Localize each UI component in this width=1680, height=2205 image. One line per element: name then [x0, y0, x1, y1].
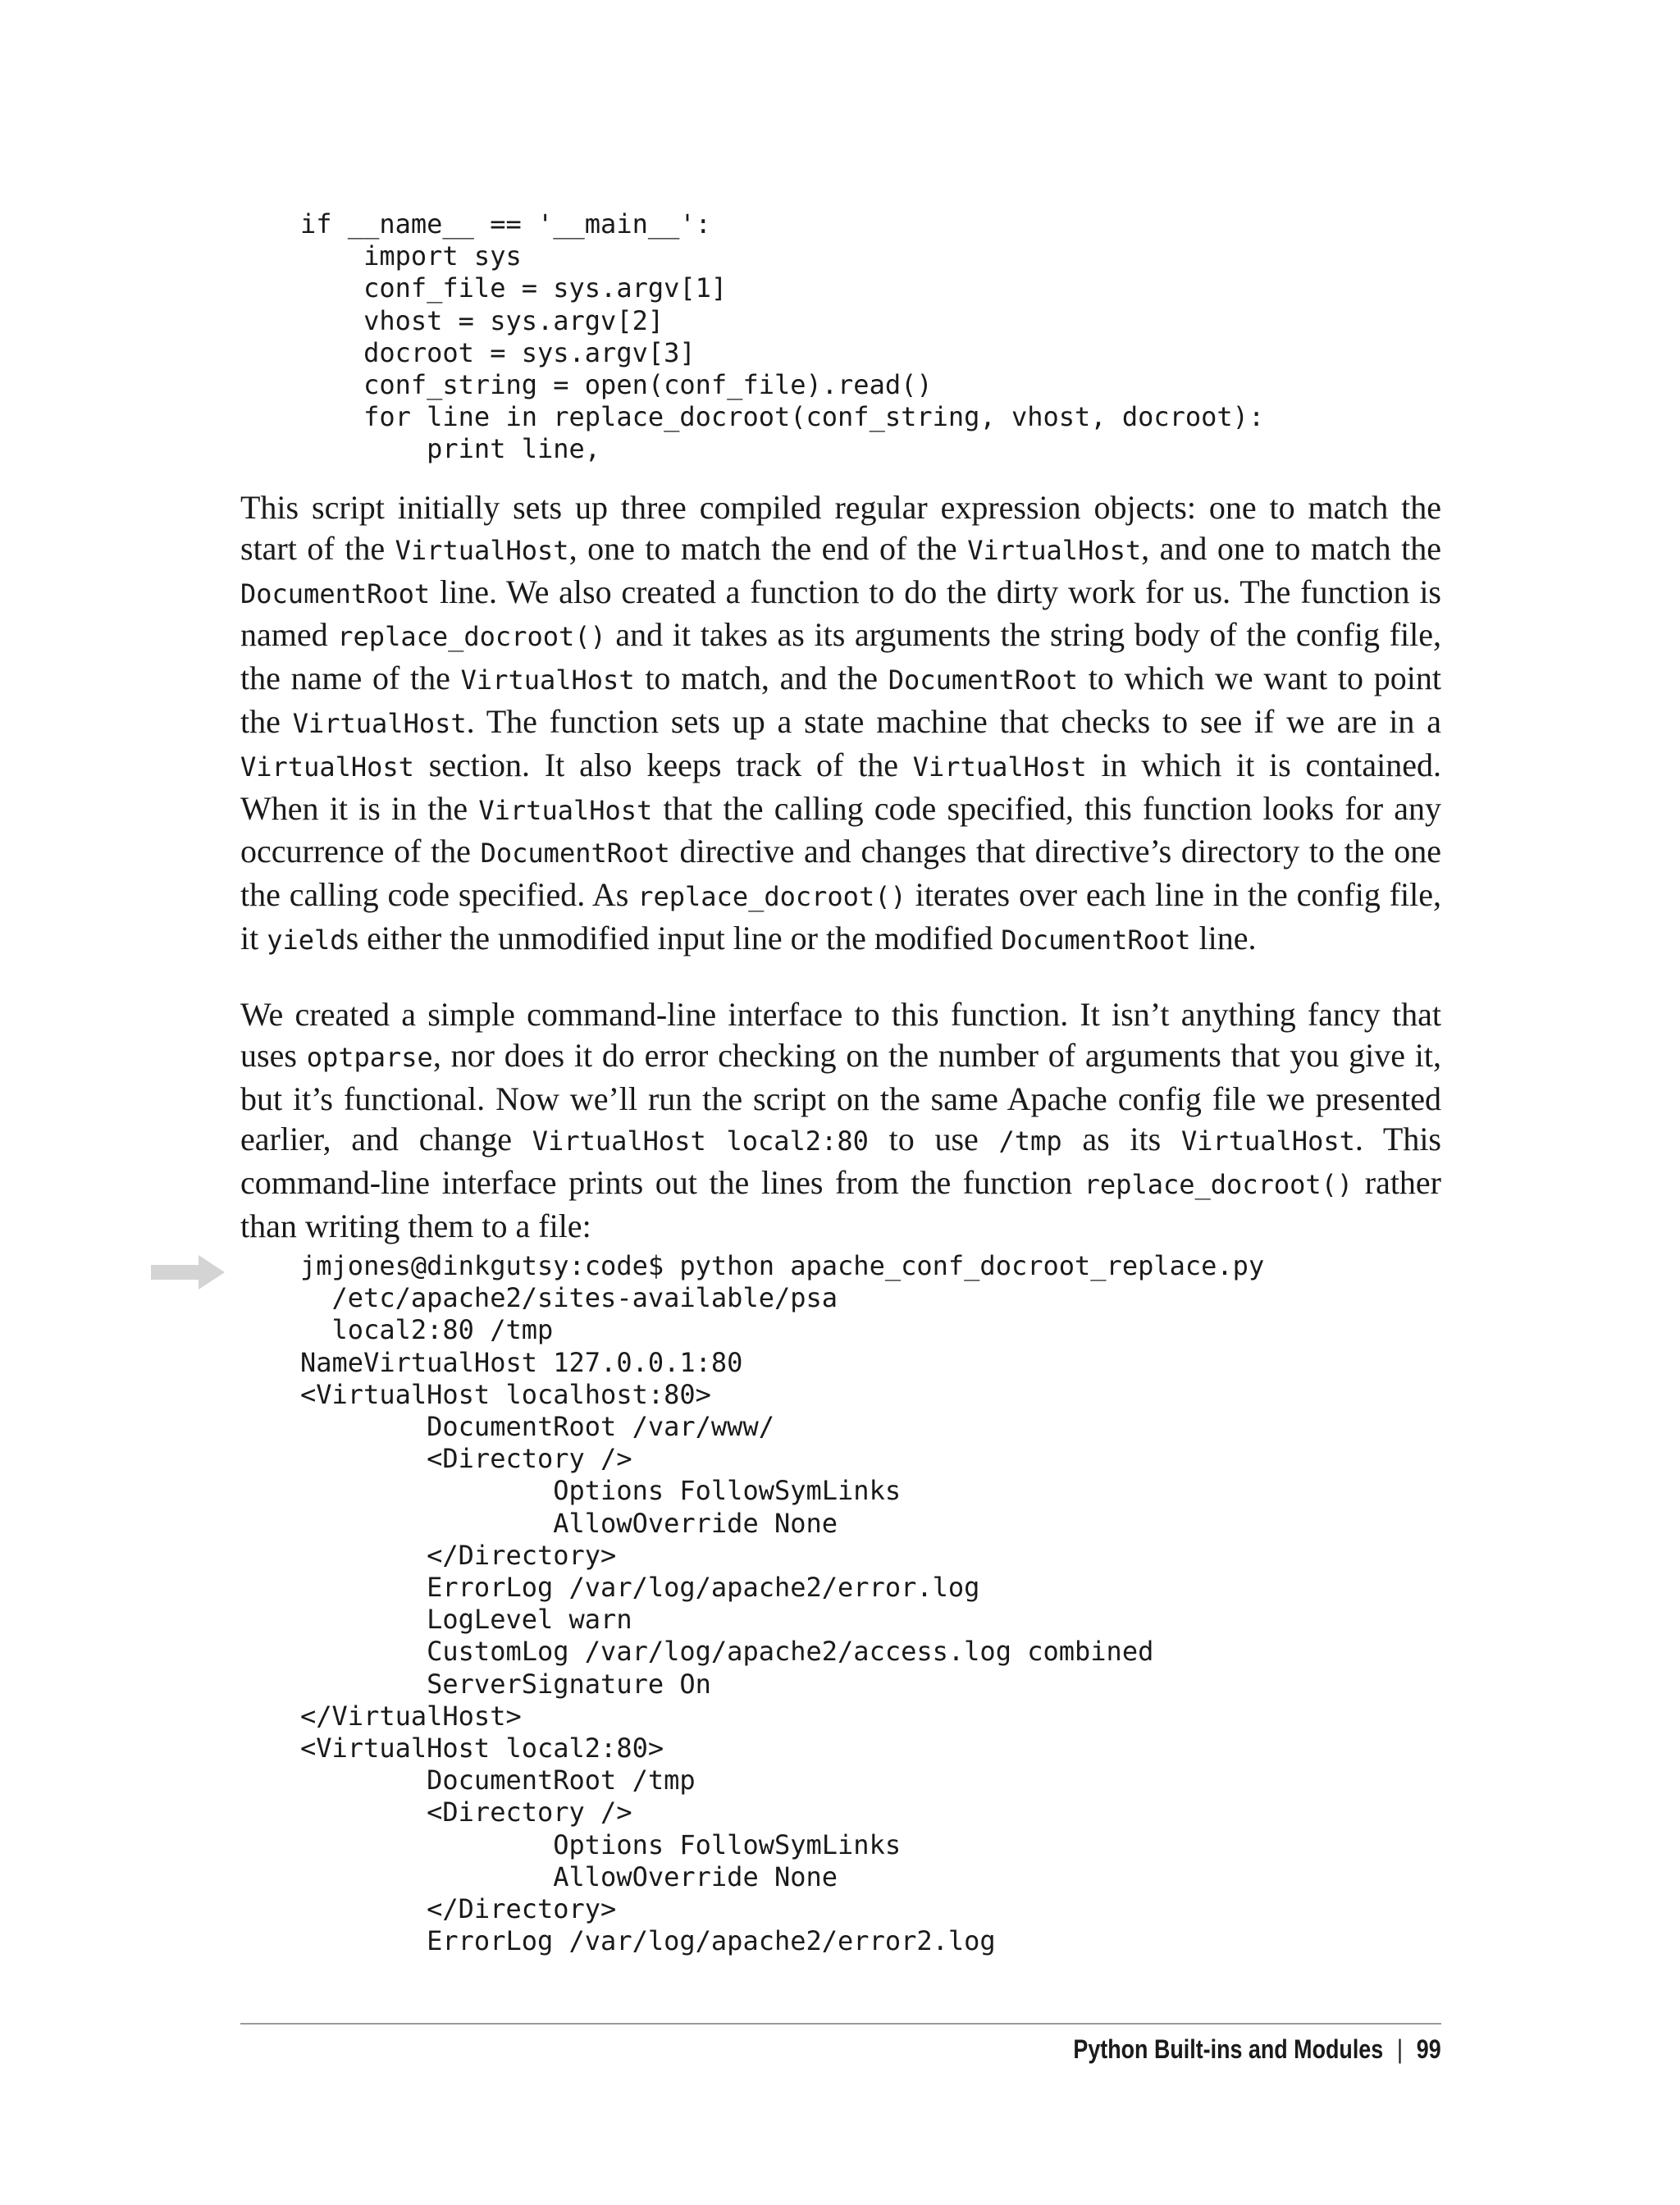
paragraph-script-explanation: This script initially sets up three compiled regular expression objects: one to match the start of the VirtualHost, one to match the end of the VirtualHost, and one to match the DocumentRoot line. We also created a function to do the dirty work for us. The function is named replace_docroot() and it takes as its arguments the string body of the config file, the name of the VirtualHost to match, and the DocumentRoot to which we want to point the VirtualHost. The function sets up a state machine that checks to see if we are in a VirtualHost section. It also keeps track of the VirtualHost in which it is contained. When it is in the VirtualHost that the calling code specified, this function looks for any occurrence of the DocumentRoot directive and changes that directive’s directory to the one the calling code specified. As replace_docroot() iterates over each line in the config file, it yields either the unmodified input line or the modified DocumentRoot line.: [240, 489, 1442, 956]
footer-rule: [240, 2023, 1441, 2025]
footer-section-title: Python Built-ins and Modules: [1073, 2034, 1384, 2064]
arrow-right-icon: [151, 1255, 225, 1290]
paragraph-command-line-interface: We created a simple command-line interface to this function. It isn’t anything fancy that uses optparse, nor does it do error checking on the number of arguments that you give it, but it’s functional. Now we’ll run the script on the same Apache config file we presented earlier, and change VirtualHost local2:80 to use /tmp as its VirtualHost. This command-line interface prints out the lines from the function replace_docroot() rather than writing them to a file:: [240, 996, 1442, 1244]
running-footer: [1074, 2034, 1441, 2065]
page-number: 99: [1417, 2034, 1441, 2064]
code-block-main-guard: if __name__ == '__main__': import sys conf_file = sys.argv[1] vhost = sys.argv[2] docroot = sys.argv[3] conf_string = open(conf_file).read() for line in replace_docroot(conf_string, vhost, docroot): print line,: [300, 208, 1265, 465]
code-block-terminal-output: jmjones@dinkgutsy:code$ python apache_conf_docroot_replace.py /etc/apache2/sites-available/psa local2:80 /tmp NameVirtualHost 127.0.0.1:80 <VirtualHost localhost:80> DocumentRoot /var/www/ <Directory /> Options FollowSymLinks AllowOverride None </Directory> ErrorLog /var/log/apache2/error.log LogLevel warn CustomLog /var/log/apache2/access.log combined ServerSignature On </VirtualHost> <VirtualHost local2:80> DocumentRoot /tmp <Directory /> Options FollowSymLinks AllowOverride None </Directory> ErrorLog /var/log/apache2/error2.log: [300, 1250, 1265, 1957]
footer-separator: |: [1397, 2034, 1404, 2064]
